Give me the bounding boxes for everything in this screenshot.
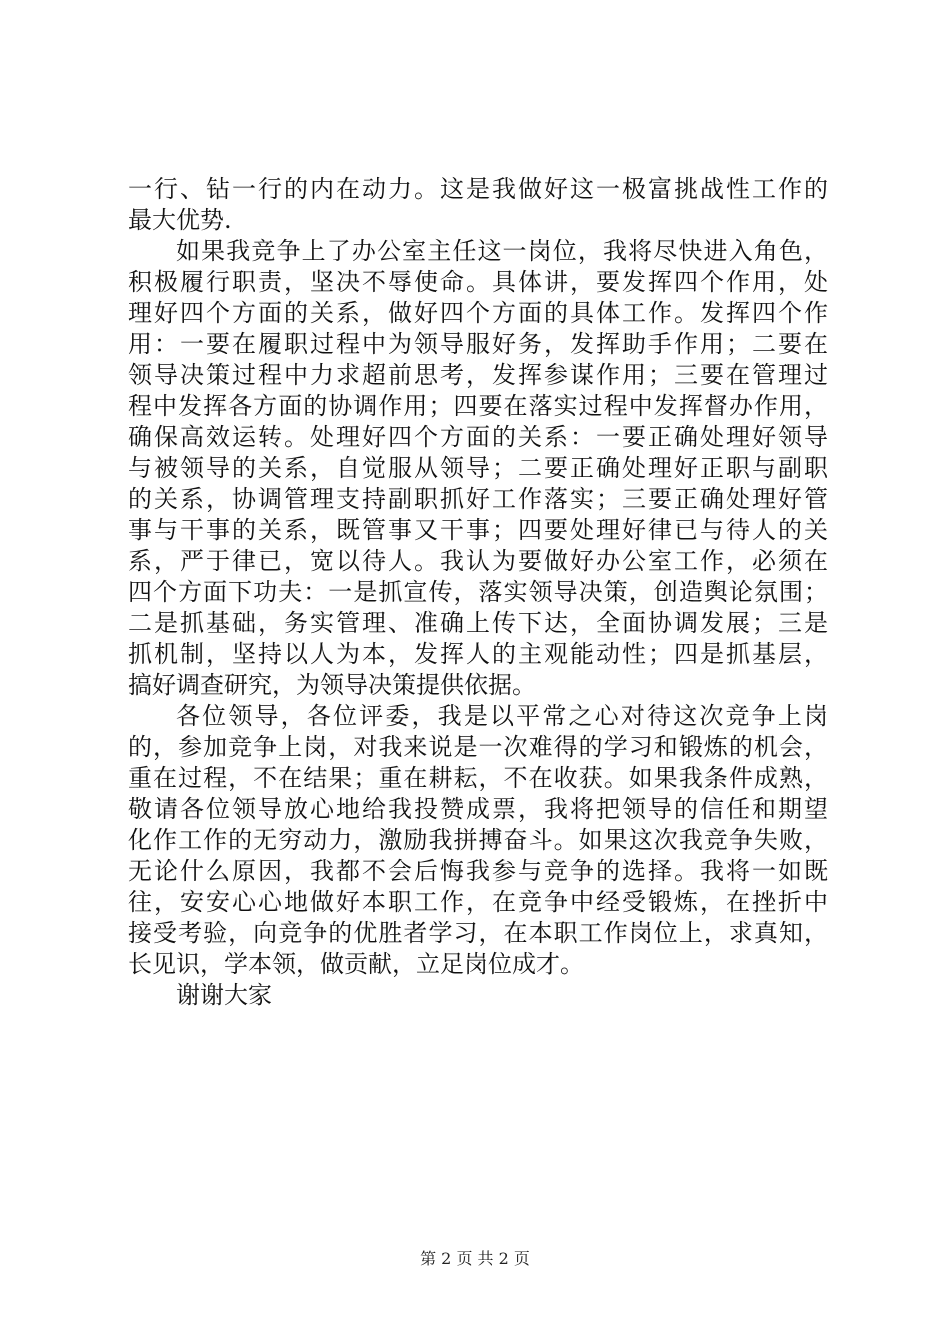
text-line: 领导决策过程中力求超前思考，发挥参谋作用；三要在管理过 (128, 361, 828, 389)
text-line: 重在过程，不在结果；重在耕耘，不在收获。如果我条件成熟， (128, 764, 828, 792)
text-line: 一行、钻一行的内在动力。这是我做好这一极富挑战性工作的 (128, 175, 828, 203)
text-line: 理好四个方面的关系，做好四个方面的具体工作。发挥四个作 (128, 299, 828, 327)
text-line: 与被领导的关系，自觉服从领导；二要正确处理好正职与副职 (128, 454, 828, 482)
text-line: 的关系，协调管理支持副职抓好工作落实；三要正确处理好管 (128, 485, 828, 513)
text-line: 用：一要在履职过程中为领导服好务，发挥助手作用；二要在 (128, 330, 828, 358)
text-line: 接受考验，向竞争的优胜者学习，在本职工作岗位上，求真知， (128, 919, 828, 947)
text-line: 无论什么原因，我都不会后悔我参与竞争的选择。我将一如既 (128, 857, 828, 885)
text-line: 二是抓基础，务实管理、准确上传下达，全面协调发展；三是 (128, 609, 828, 637)
text-line: 化作工作的无穷动力，激励我拼搏奋斗。如果这次我竞争失败， (128, 826, 828, 854)
document-body (128, 174, 828, 1011)
text-line: 积极履行职责，坚决不辱使命。具体讲，要发挥四个作用，处 (128, 268, 828, 296)
text-line: 敬请各位领导放心地给我投赞成票，我将把领导的信任和期望 (128, 795, 828, 823)
text-line: 各位领导，各位评委，我是以平常之心对待这次竞争上岗 (176, 702, 828, 730)
text-line: 确保高效运转。处理好四个方面的关系：一要正确处理好领导 (128, 423, 828, 451)
page-footer: 第 2 页 共 2 页 (420, 1249, 530, 1268)
text-line: 长见识，学本领，做贡献，立足岗位成才。 (128, 950, 584, 978)
text-line: 的，参加竞争上岗，对我来说是一次难得的学习和锻炼的机会， (128, 733, 828, 761)
text-line: 最大优势. (128, 206, 232, 234)
text-line: 程中发挥各方面的协调作用；四要在落实过程中发挥督办作用， (128, 392, 828, 420)
text-line: 事与干事的关系，既管事又干事；四要处理好律已与待人的关 (128, 516, 828, 544)
text-line: 搞好调查研究，为领导决策提供依据。 (128, 671, 536, 699)
text-line: 四个方面下功夫：一是抓宣传，落实领导决策，创造舆论氛围； (128, 578, 828, 606)
text-line: 谢谢大家 (176, 981, 272, 1009)
text-line: 如果我竞争上了办公室主任这一岗位，我将尽快进入角色， (176, 237, 828, 265)
text-line: 往，安安心心地做好本职工作，在竞争中经受锻炼，在挫折中 (128, 888, 828, 916)
text-line: 系，严于律已，宽以待人。我认为要做好办公室工作，必须在 (128, 547, 828, 575)
text-line: 抓机制，坚持以人为本，发挥人的主观能动性；四是抓基层， (128, 640, 828, 668)
